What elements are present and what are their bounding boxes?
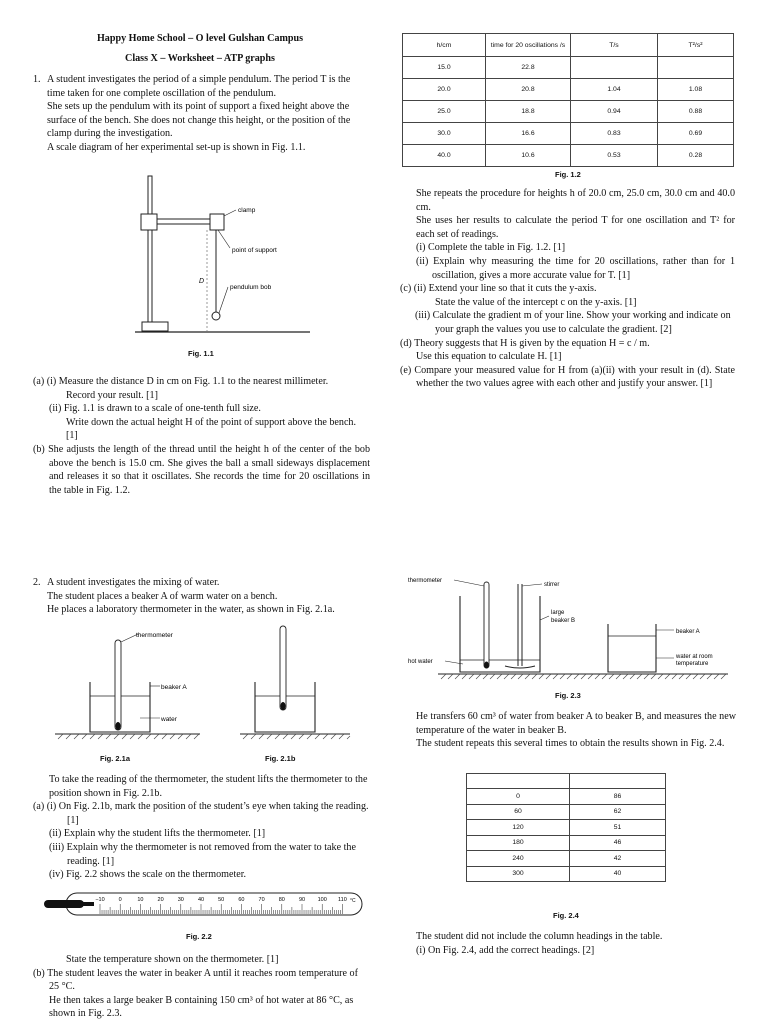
table-cell: 0.28 — [658, 145, 734, 167]
table-cell: 180 — [467, 835, 570, 851]
beaker-a-label: beaker A — [161, 684, 187, 691]
table-cell: 22.8 — [486, 57, 571, 79]
q1-intro-line: A student investigates the period of a simple pendulum. The period T is the time taken for one complete oscillation of the pendulum. — [47, 74, 351, 99]
q2-no-headings: The student did not include the column headings in the table. — [416, 931, 663, 942]
table-cell: 46 — [570, 835, 666, 851]
bench-hatch-line — [581, 674, 586, 679]
school-title: Happy Home School – O level Gulshan Campus — [96, 33, 304, 44]
scale-label: 100 — [317, 897, 327, 903]
table-cell: 0.53 — [571, 145, 658, 167]
bench-hatch-line — [469, 674, 474, 679]
worksheet-title: Class X – Worksheet – ATP graphs — [125, 53, 275, 64]
clamp-label: clamp — [238, 207, 256, 214]
fig-2-4-caption: Fig. 2.4 — [553, 911, 579, 920]
pendulum-diagram — [100, 170, 340, 345]
bench-hatch-line — [483, 674, 488, 679]
bench-hatch-line — [700, 674, 705, 679]
q1-a-ii-2: Write down the actual height H of the point of support above the bench. [1] — [66, 416, 356, 442]
table-header: time for 20 oscillations /s — [486, 34, 571, 57]
scale-label: 110 — [338, 897, 347, 903]
mixing-diagram — [408, 574, 738, 686]
table-header: T²/s² — [658, 34, 734, 57]
scale-label: 10 — [137, 897, 144, 903]
q1-a-b — [33, 375, 370, 497]
fig-2-3-caption: Fig. 2.3 — [555, 691, 581, 700]
bench-hatch-line — [455, 674, 460, 679]
table-cell: 1.04 — [571, 79, 658, 101]
table-cell[interactable] — [571, 57, 658, 79]
q2-intro-line: The student places a beaker A of warm water on a bench. — [47, 590, 278, 602]
thermometer-label: thermometer — [408, 578, 443, 584]
beaker-diagram — [50, 620, 370, 748]
table-cell: 0.94 — [571, 101, 658, 123]
bench-hatch-line — [721, 674, 726, 679]
table-heading-cell[interactable] — [467, 774, 570, 789]
bench-hatch-line — [532, 674, 537, 679]
table-cell: 16.6 — [486, 123, 571, 145]
q2-number: 2. — [33, 577, 41, 588]
water-label: water — [161, 716, 177, 723]
bench-hatch-line — [525, 674, 530, 679]
q1-right-text — [400, 187, 735, 391]
stirrer-label: stirrer — [544, 582, 560, 588]
pendulum-table — [402, 33, 734, 167]
q2-a-i: (a) (i) On Fig. 2.1b, mark the position of the student’s eye when taking the reading. [1] — [33, 801, 369, 826]
q1-d-2: Use this equation to calculate H. [1] — [416, 351, 562, 363]
q2-b — [33, 953, 370, 1021]
bench-hatch-line — [546, 674, 551, 679]
bench-hatch-line — [651, 674, 656, 679]
large-label: large — [551, 610, 565, 616]
table-cell: 42 — [570, 851, 666, 867]
bench-hatch-line — [462, 674, 467, 679]
q1-right-line: She uses her results to calculate the period T for one oscillation and T² for each set of readings. — [416, 215, 735, 240]
table-cell: 18.8 — [486, 101, 571, 123]
fig-2-2-caption: Fig. 2.2 — [186, 932, 212, 941]
scale-label: 20 — [157, 897, 164, 903]
q2-b-2: He then takes a large beaker B containing 150 cm³ of hot water at 86 °C, as shown in Fig. 2.3. — [49, 994, 354, 1020]
bench-hatch-line — [553, 674, 558, 679]
table-cell: 0.83 — [571, 123, 658, 145]
q2-a — [33, 773, 370, 882]
table-cell: 0.69 — [658, 123, 734, 145]
q2-a-iii: (iii) Explain why the thermometer is not removed from the water to take the reading. [1] — [49, 841, 356, 867]
q2-c-i: (i) On Fig. 2.4, add the correct headings. [2] — [416, 944, 595, 956]
bench-hatch-line — [448, 674, 453, 679]
q1-r-i: (i) Complete the table in Fig. 1.2. [1] — [416, 242, 566, 254]
q2-b-1: (b) The student leaves the water in beaker A until it reaches room temperature of 25 °C. — [33, 967, 358, 993]
table-cell: 15.0 — [403, 57, 486, 79]
q2-intro-line: A student investigates the mixing of water. — [47, 577, 220, 588]
fig-2-1a-caption: Fig. 2.1a — [100, 754, 131, 763]
q2-intro-line: He places a laboratory thermometer in the water, as shown in Fig. 2.1a. — [47, 604, 335, 616]
mixing-table — [466, 773, 666, 882]
beaker-b-label: beaker B — [551, 618, 576, 624]
q1-r-ii: (ii) Explain why measuring the time for 20 oscillations, rather than for 1 oscillation, gives a more accurate value for T. [1] — [416, 255, 735, 281]
table-header: h/cm — [403, 34, 486, 57]
q1-b: (b) She adjusts the length of the thread until the height h of the center of the bob above the bench is 15.0 cm. She gives the ball a small sideways displacement and releases it so that it oscillates. She records the time for 20 oscillations in the table in Fig. 1.2. — [33, 443, 370, 496]
bench-hatch-line — [644, 674, 649, 679]
bob-label: pendulum bob — [230, 284, 272, 291]
table-cell: 20.0 — [403, 79, 486, 101]
bench-hatch-line — [497, 674, 502, 679]
q2-transfers: He transfers 60 cm³ of water from beaker A to beaker B, and measures the new temperature of the water in beaker B. — [416, 711, 736, 736]
scale-label: −10 — [95, 897, 105, 903]
table-cell: 40.0 — [403, 145, 486, 167]
scale-unit: °C — [350, 898, 356, 904]
bench-hatch-line — [693, 674, 698, 679]
table-cell: 1.08 — [658, 79, 734, 101]
bench-hatch-line — [658, 674, 663, 679]
thermometer-label: thermometer — [136, 632, 173, 639]
bench-hatch-line — [623, 674, 628, 679]
bench-hatch-line — [616, 674, 621, 679]
table-cell: 10.6 — [486, 145, 571, 167]
bench-hatch-line — [511, 674, 516, 679]
bench-hatch-line — [574, 674, 579, 679]
table-heading-cell[interactable] — [570, 774, 666, 789]
scale-label: 0 — [118, 897, 122, 903]
fig-1-2-caption: Fig. 1.2 — [555, 170, 581, 179]
scale-label: 40 — [197, 897, 205, 903]
scale-label: 30 — [177, 897, 184, 903]
q1-number: 1. — [33, 74, 41, 85]
d-label: D — [199, 278, 205, 285]
q2-a-ii: (ii) Explain why the student lifts the thermometer. [1] — [49, 828, 266, 840]
bench-hatch-line — [476, 674, 481, 679]
bench-hatch-line — [602, 674, 607, 679]
thermometer-scale — [38, 888, 364, 922]
q1-d: (d) Theory suggests that H is given by the equation H = c / m. — [400, 337, 650, 349]
q1-intro-line: A scale diagram of her experimental set-up is shown in Fig. 1.1. — [47, 141, 306, 153]
q2-intro — [33, 576, 370, 617]
table-cell[interactable] — [658, 57, 734, 79]
bench-hatch-line — [707, 674, 712, 679]
q1-c-ii-2: State the value of the intercept c on the y-axis. [1] — [435, 296, 637, 308]
bench-hatch-line — [441, 674, 446, 679]
q1-c-ii: (c) (ii) Extend your line so that it cuts the y-axis. — [400, 283, 597, 295]
hot-water-label: hot water — [408, 659, 433, 665]
q1-a-i: (a) (i) Measure the distance D in cm on Fig. 1.1 to the nearest millimeter. — [33, 376, 329, 387]
table-cell: 62 — [570, 804, 666, 820]
table-header: T/s — [571, 34, 658, 57]
q1-e: (e) Compare your measured value for H from (a)(ii) with your result in (d). State whether the two values agree with each other and justify your answer. [1] — [400, 364, 735, 390]
bench-hatch-line — [504, 674, 509, 679]
scale-label: 50 — [218, 897, 225, 903]
bench-hatch-line — [490, 674, 495, 679]
bench-hatch-line — [637, 674, 642, 679]
bench-hatch-line — [588, 674, 593, 679]
bench-hatch-line — [518, 674, 523, 679]
table-cell: 300 — [467, 866, 570, 882]
scale-label: 60 — [238, 897, 245, 903]
table-cell: 30.0 — [403, 123, 486, 145]
scale-label: 70 — [258, 897, 265, 903]
q1-intro — [33, 73, 370, 155]
table-cell: 25.0 — [403, 101, 486, 123]
q2-a-iv: (iv) Fig. 2.2 shows the scale on the thermometer. — [49, 869, 247, 881]
bench-hatch-line — [672, 674, 677, 679]
scale-label: 80 — [278, 897, 285, 903]
q1-intro-line: She sets up the pendulum with its point of support a fixed height above the surface of the bench. She does not change this height, or the position of the clamp during the investigation. — [47, 101, 351, 140]
q1-a-ii: (ii) Fig. 1.1 is drawn to a scale of one-tenth full size. — [49, 403, 261, 415]
bench-hatch-line — [560, 674, 565, 679]
table-cell: 120 — [467, 820, 570, 836]
q2-reading: To take the reading of the thermometer, the student lifts the thermometer to the position shown in Fig. 2.1b. — [49, 774, 368, 799]
table-cell: 51 — [570, 820, 666, 836]
table-cell: 240 — [467, 851, 570, 867]
table-cell: 60 — [467, 804, 570, 820]
support-label: point of support — [232, 247, 277, 254]
q2-right-text — [416, 710, 736, 751]
q1-a-i-2: Record your result. [1] — [66, 389, 158, 401]
bench-hatch-line — [567, 674, 572, 679]
room-water-label: temperature — [676, 661, 709, 667]
bench-hatch-line — [686, 674, 691, 679]
bench-hatch-line — [665, 674, 670, 679]
bench-hatch-line — [630, 674, 635, 679]
q2-repeats: The student repeats this several times to obtain the results shown in Fig. 2.4. — [416, 738, 725, 750]
scale-label: 90 — [298, 897, 306, 903]
fig-2-1b-caption: Fig. 2.1b — [265, 754, 296, 763]
q2-headings — [416, 930, 736, 957]
q1-right-line: She repeats the procedure for heights h of 20.0 cm, 25.0 cm, 30.0 cm and 40.0 cm. — [416, 188, 735, 213]
bench-hatch-line — [679, 674, 684, 679]
bench-hatch-line — [609, 674, 614, 679]
room-water-label: water at room — [676, 654, 713, 660]
bench-hatch-line — [714, 674, 719, 679]
table-cell: 86 — [570, 789, 666, 805]
bench-hatch-line — [595, 674, 600, 679]
table-cell: 0.88 — [658, 101, 734, 123]
beaker-a-label: beaker A — [676, 629, 700, 635]
table-cell: 0 — [467, 789, 570, 805]
table-cell: 40 — [570, 866, 666, 882]
q2-state: State the temperature shown on the thermometer. [1] — [66, 954, 279, 965]
fig-1-1-caption: Fig. 1.1 — [188, 349, 214, 358]
q1-c-iii: (iii) Calculate the gradient m of your line. Show your working and indicate on your graph the values you use to calculate the gradient. [2] — [415, 310, 731, 335]
table-cell: 20.8 — [486, 79, 571, 101]
bench-hatch-line — [539, 674, 544, 679]
